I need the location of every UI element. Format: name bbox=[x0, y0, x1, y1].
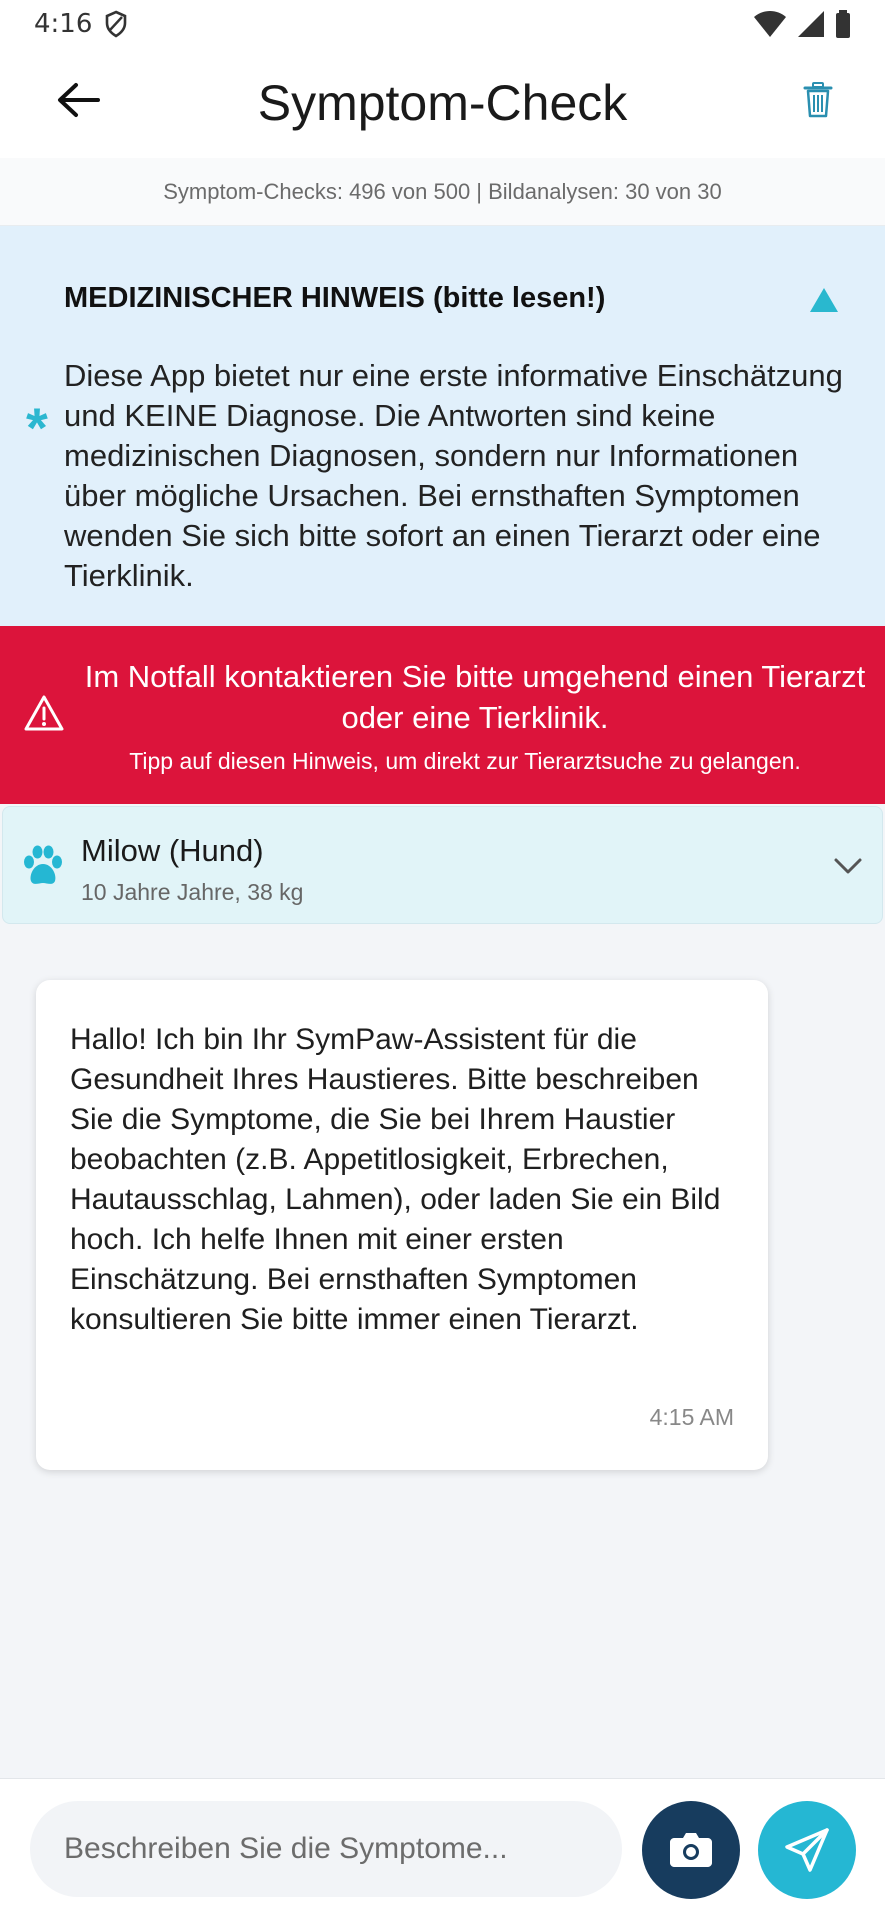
send-icon bbox=[784, 1827, 830, 1873]
chevron-down-icon[interactable] bbox=[831, 849, 865, 883]
emergency-banner[interactable] bbox=[0, 626, 885, 804]
pet-selector[interactable] bbox=[2, 806, 883, 924]
collapse-triangle-icon[interactable] bbox=[810, 288, 838, 312]
pet-name: Milow (Hund) bbox=[81, 833, 264, 868]
medical-notice bbox=[0, 226, 885, 626]
medical-notice-body: Diese App bietet nur eine erste informative Einschätzung und KEINE Diagnose. Die Antworten sind keine medizinischen Diagnosen, sondern nur Informationen über mögliche Ursachen. Bei ernsthaften Symptomen wenden Sie sich bitte sofort an einen Tierarzt oder eine Tierklinik. bbox=[64, 358, 843, 593]
chat-input-bar bbox=[0, 1778, 885, 1920]
shield-icon bbox=[104, 10, 128, 38]
wifi-icon bbox=[753, 10, 787, 38]
paw-icon bbox=[21, 845, 65, 887]
emergency-hint: Tipp auf diesen Hinweis, um direkt zur Tierarztsuche zu gelangen. bbox=[129, 748, 801, 774]
medical-notice-title: MEDIZINISCHER HINWEIS (bitte lesen!) bbox=[64, 282, 606, 314]
emergency-message: Im Notfall kontaktieren Sie bitte umgehend einen Tierarzt oder eine Tierklinik. bbox=[84, 659, 866, 735]
app-bar bbox=[0, 48, 885, 158]
battery-icon bbox=[835, 10, 851, 38]
symptom-input[interactable] bbox=[30, 1801, 622, 1897]
camera-icon bbox=[669, 1832, 713, 1868]
usage-quota: Symptom-Checks: 496 von 500 | Bildanalysen: 30 von 30 bbox=[0, 158, 885, 226]
message-timestamp: 4:15 AM bbox=[649, 1404, 734, 1430]
pet-details: 10 Jahre Jahre, 38 kg bbox=[81, 879, 304, 905]
camera-button[interactable] bbox=[642, 1801, 740, 1899]
status-time: 4:16 bbox=[34, 9, 93, 39]
warning-icon bbox=[24, 694, 64, 732]
signal-icon bbox=[797, 10, 825, 38]
asterisk-icon: * bbox=[26, 396, 48, 459]
trash-icon bbox=[803, 82, 833, 118]
status-icons bbox=[753, 10, 851, 38]
send-button[interactable] bbox=[758, 1801, 856, 1899]
message-text: Hallo! Ich bin Ihr SymPaw-Assistent für die Gesundheit Ihres Haustieres. Bitte beschreiben Sie die Symptome, die Sie bei Ihrem Haustier beobachten (z.B. Appetitlosigkeit, Erbrechen, Hautausschlag, Lahmen), oder laden Sie ein Bild hoch. Ich helfe Ihnen mit einer ersten Einschätzung. Bei ernsthaften Symptomen konsultieren Sie bitte immer einen Tierarzt. bbox=[70, 1023, 721, 1336]
page-title: Symptom-Check bbox=[257, 75, 628, 131]
delete-chat-button[interactable] bbox=[790, 70, 846, 130]
assistant-message bbox=[36, 980, 768, 1470]
status-bar bbox=[0, 0, 885, 48]
